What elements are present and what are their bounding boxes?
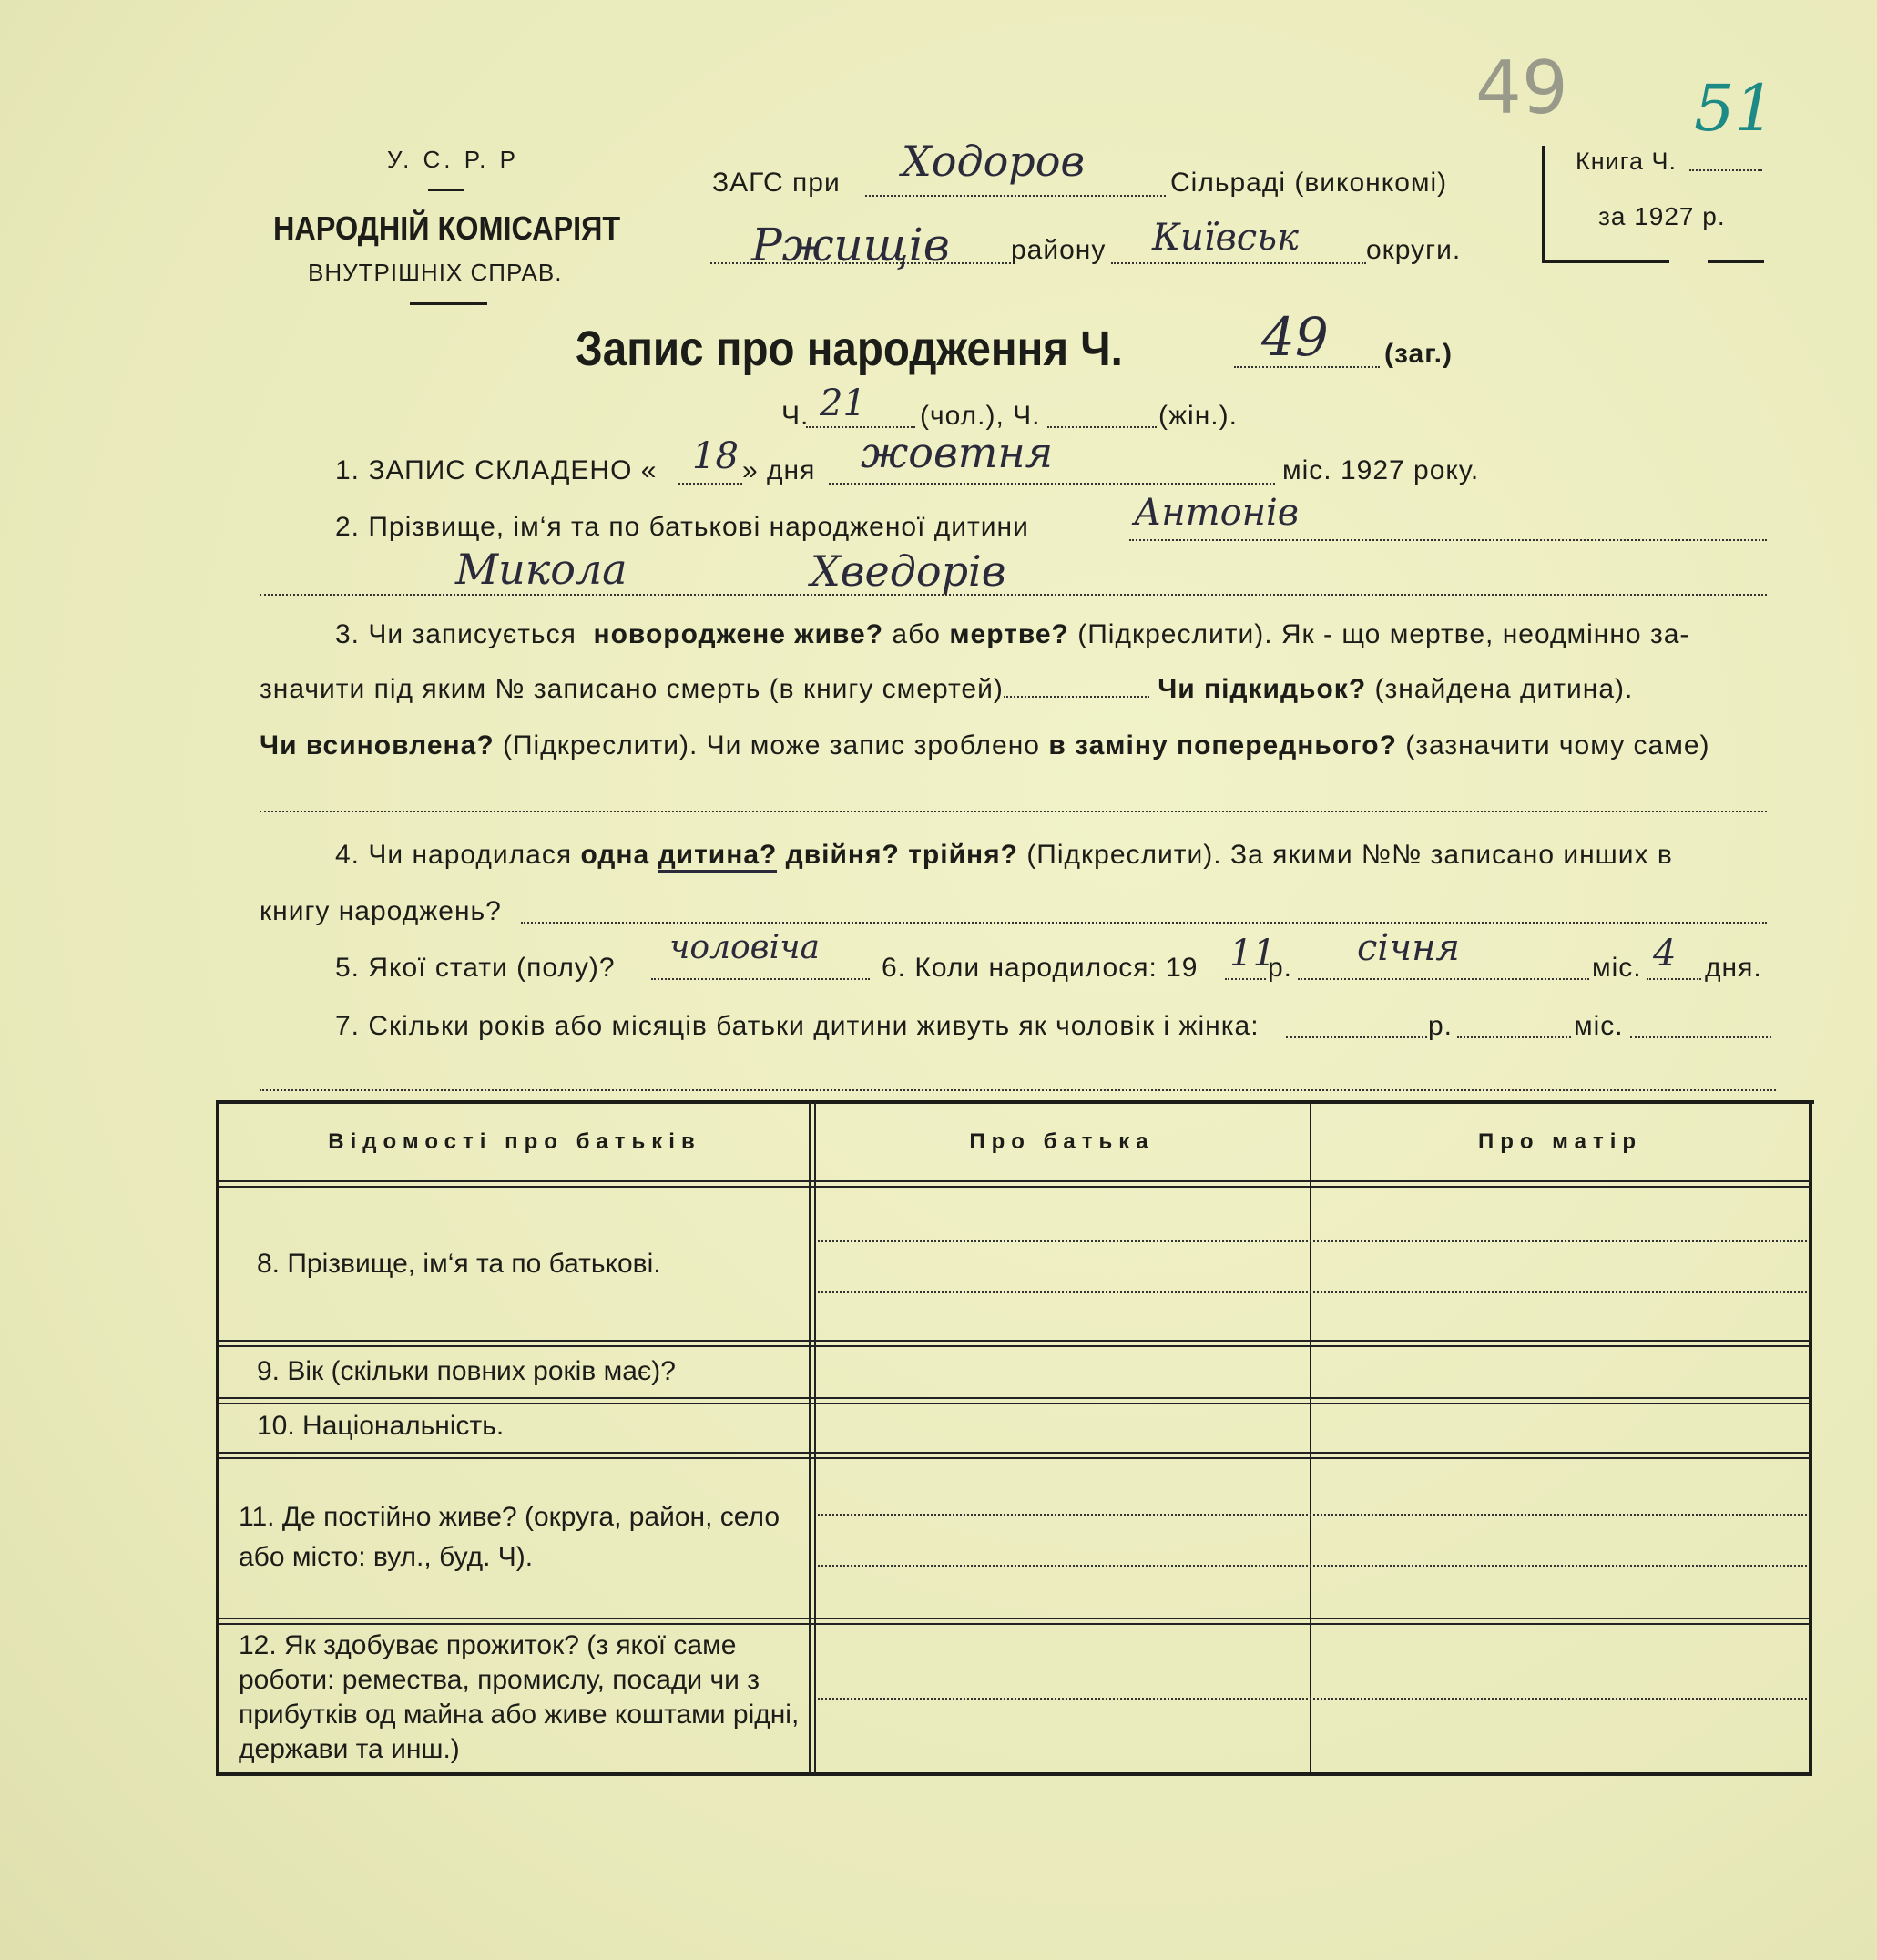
item-5-label: 5. Якої стати (полу)? bbox=[335, 953, 616, 983]
text: значити під яким № записано смерть (в книгу смертей) bbox=[260, 674, 1004, 704]
field-line bbox=[818, 1565, 1807, 1567]
underlined-answer: дитина? bbox=[658, 840, 778, 873]
field-line bbox=[1689, 169, 1762, 171]
record-month-handwritten: жовтня bbox=[861, 428, 1054, 477]
book-label: Книга Ч. bbox=[1576, 148, 1677, 175]
divider bbox=[410, 302, 487, 305]
male-label: (чол.), Ч. bbox=[920, 401, 1041, 431]
item-3-line-2 bbox=[260, 674, 1633, 705]
table-row-label: 11. Де постійно живе? (округа, район, село або місто: вул., буд. Ч). bbox=[239, 1502, 780, 1572]
item-4-line-1 bbox=[335, 840, 1673, 871]
field-line bbox=[1129, 539, 1767, 541]
child-patronymic-handwritten: Хведорів bbox=[811, 546, 1006, 596]
district-label: району bbox=[1011, 235, 1107, 265]
table-border bbox=[216, 1772, 1810, 1776]
item-4-line-2: книгу народжень? bbox=[260, 896, 502, 926]
text-bold: в заміну попереднього? bbox=[1048, 730, 1397, 761]
male-prefix: Ч. bbox=[781, 401, 810, 431]
field-line bbox=[521, 922, 1767, 924]
birth-day-handwritten: 4 bbox=[1653, 933, 1677, 975]
field-line bbox=[651, 978, 870, 980]
item-3-line-3 bbox=[260, 730, 1710, 761]
text-bold: Чи всиновлена? bbox=[260, 730, 495, 761]
table-header-parents-info: Відомості про батьків bbox=[328, 1129, 701, 1154]
department-label: ВНУТРІШНІХ СПРАВ. bbox=[308, 259, 563, 286]
row-divider bbox=[219, 1397, 1811, 1404]
table-header-father: Про батька bbox=[969, 1129, 1155, 1154]
item-2-label: 2. Прізвище, ім‘я та по батькові народженої дитини bbox=[335, 512, 1029, 542]
day-suffix: дня. bbox=[1705, 953, 1762, 983]
book-box-border bbox=[1542, 146, 1545, 262]
row-divider bbox=[219, 1452, 1811, 1459]
item-3-line-1 bbox=[335, 619, 1689, 650]
birth-month-handwritten: січня bbox=[1357, 927, 1460, 969]
text-bold: мертве? bbox=[949, 619, 1069, 649]
record-day-handwritten: 18 bbox=[692, 435, 739, 477]
field-line bbox=[1630, 1036, 1771, 1038]
title-suffix: (заг.) bbox=[1384, 339, 1454, 369]
field-line bbox=[818, 1240, 1807, 1242]
table-row-label: 8. Прізвище, ім‘я та по батькові. bbox=[257, 1249, 661, 1279]
table-border bbox=[216, 1100, 1814, 1104]
book-box-border bbox=[1708, 260, 1764, 263]
pencil-note: 49 bbox=[1475, 46, 1568, 130]
text-bold: Чи підкидьок? bbox=[1158, 674, 1367, 704]
field-line bbox=[1047, 426, 1157, 428]
item-7-label: 7. Скільки років або місяців батьки дитини живуть як чоловік і жінка: bbox=[335, 1011, 1260, 1041]
book-number-handwritten: 51 bbox=[1694, 71, 1776, 146]
text: 4. Чи народилася bbox=[335, 840, 573, 870]
book-box-border bbox=[1542, 260, 1669, 263]
year-suffix: р. bbox=[1268, 953, 1293, 983]
table-row-label: 10. Національність. bbox=[257, 1411, 505, 1441]
district-handwritten: Ржищів bbox=[751, 219, 950, 271]
field-line bbox=[260, 594, 1767, 596]
table-row-label: 9. Вік (скільки повних років має)? bbox=[257, 1356, 676, 1386]
birth-year-handwritten: 11 bbox=[1229, 933, 1276, 975]
column-divider bbox=[1310, 1102, 1311, 1774]
zags-label: ЗАГС при bbox=[712, 168, 841, 198]
text: (знайдена дитина). bbox=[1374, 674, 1634, 704]
years-suffix: р. bbox=[1428, 1011, 1454, 1041]
council-label: Сільраді (виконкомі) bbox=[1170, 168, 1448, 198]
male-number-handwritten: 21 bbox=[820, 383, 866, 424]
village-council-handwritten: Ходоров bbox=[902, 137, 1086, 186]
field-line bbox=[260, 1089, 1776, 1091]
okrug-label: округи. bbox=[1366, 235, 1462, 265]
child-surname-handwritten: Антонів bbox=[1134, 492, 1300, 534]
field-line bbox=[1298, 978, 1589, 980]
table-border bbox=[1809, 1100, 1812, 1776]
field-line bbox=[260, 811, 1767, 812]
field-line bbox=[818, 1698, 1807, 1700]
item-6-label: 6. Коли народилося: 19 bbox=[882, 953, 1199, 983]
text-bold: одна bbox=[580, 840, 650, 870]
female-label: (жін.). bbox=[1158, 401, 1238, 431]
book-year: за 1927 р. bbox=[1598, 202, 1726, 230]
field-line bbox=[678, 483, 742, 485]
column-divider bbox=[809, 1102, 816, 1774]
okrug-handwritten: Київськ bbox=[1152, 217, 1299, 259]
table-header-mother: Про матір bbox=[1477, 1129, 1643, 1154]
state-label: У. С. Р. Р bbox=[387, 146, 519, 173]
item-1-day-label: » дня bbox=[742, 455, 816, 485]
field-line bbox=[1647, 978, 1701, 980]
text: або bbox=[892, 619, 941, 649]
divider bbox=[428, 189, 464, 191]
text: (Підкреслити). Як - що мертве, неодмінно за- bbox=[1077, 619, 1690, 649]
table-row-label: 12. Як здобуває прожиток? (з якої саме роботи: ремества, промислу, посади чи з прибутків од майна або живе коштами рідні, держави та инш.) bbox=[239, 1630, 800, 1764]
item-1-year: міс. 1927 року. bbox=[1282, 455, 1480, 485]
field-line bbox=[1225, 978, 1266, 980]
field-line bbox=[829, 483, 1275, 485]
text: (зазначити чому саме) bbox=[1405, 730, 1710, 761]
text-bold: новороджене живе? bbox=[593, 619, 884, 649]
field-line bbox=[818, 1291, 1807, 1293]
table-border bbox=[216, 1100, 219, 1776]
months-suffix: міс. bbox=[1574, 1011, 1624, 1041]
field-line bbox=[1457, 1036, 1571, 1038]
month-suffix: міс. bbox=[1592, 953, 1642, 983]
field-line bbox=[865, 195, 1166, 197]
commissariat-title: НАРОДНІЙ КОМІСАРІЯТ bbox=[273, 209, 621, 247]
row-divider bbox=[219, 1180, 1811, 1188]
field-line bbox=[1286, 1036, 1427, 1038]
text: 3. Чи записується bbox=[335, 619, 576, 649]
text-bold: двійня? трійня? bbox=[785, 840, 1018, 870]
document-title: Запис про народження Ч. bbox=[576, 322, 1123, 376]
child-name-handwritten: Микола bbox=[455, 545, 627, 594]
field-line bbox=[818, 1514, 1807, 1516]
text: (Підкреслити). Чи може запис зроблено bbox=[503, 730, 1040, 761]
row-divider bbox=[219, 1340, 1811, 1347]
row-divider bbox=[219, 1618, 1811, 1625]
field-line bbox=[1111, 262, 1366, 264]
item-1-label: 1. ЗАПИС СКЛАДЕНО « bbox=[335, 455, 658, 485]
sex-handwritten: чоловіча bbox=[669, 929, 820, 966]
text: (Підкреслити). За якими №№ записано инших в bbox=[1026, 840, 1673, 870]
record-number-handwritten: 49 bbox=[1261, 306, 1329, 368]
